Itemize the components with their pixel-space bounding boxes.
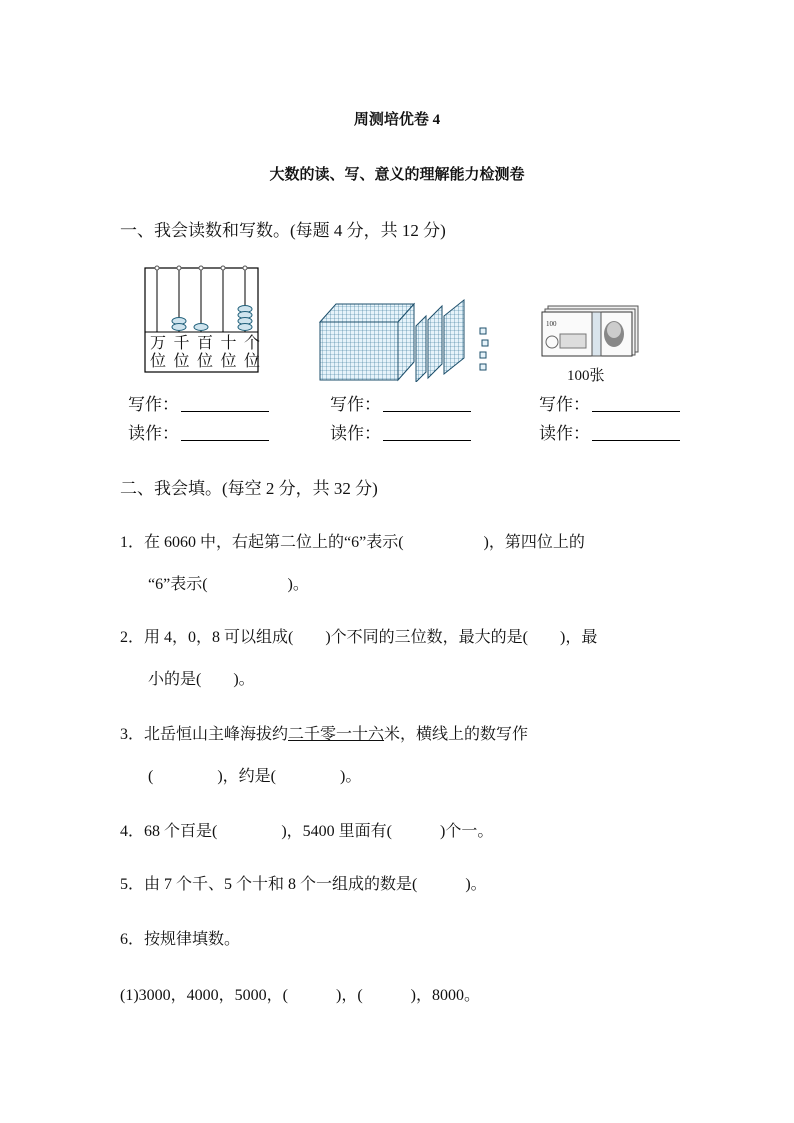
write-row-1: 写作： (128, 390, 269, 415)
write-row-3: 写作： (539, 390, 680, 415)
question-1-line-1: 1．在 6060 中，右起第二位上的“6”表示( )，第四位上的 (120, 534, 585, 551)
question-6-part-1: (1)3000，4000，5000，( )，( )，8000。 (120, 987, 480, 1004)
read-row-1: 读作： (128, 419, 269, 444)
counting-blocks-figure (318, 298, 498, 382)
question-1-line-2: “6”表示( )。 (148, 576, 309, 593)
question-6: 6．按规律填数。 (120, 931, 241, 948)
question-4: 4．68 个百是( )，5400 里面有( )个一。 (120, 823, 494, 840)
section-2-heading: 二、我会填。(每空 2 分，共 32 分) (120, 479, 378, 498)
abacus-bead (238, 324, 252, 331)
counting-blocks-icon (318, 298, 498, 382)
answer-blank[interactable] (592, 397, 680, 412)
place-label-ge: 个 位 (243, 335, 260, 370)
abacus-place-labels (150, 335, 260, 371)
place-label-shi: 十 位 (220, 335, 237, 370)
answer-blank[interactable] (592, 426, 680, 441)
read-row-3: 读作： (539, 419, 680, 444)
page-title: 周测培优卷 4 (353, 112, 441, 128)
question-2-line-1: 2．用 4，0，8 可以组成( )个不同的三位数，最大的是( )，最 (120, 629, 598, 646)
question-3-line-2: ( )，约是( )。 (148, 768, 362, 785)
write-row-2: 写作： (330, 390, 471, 415)
read-row-2: 读作： (330, 419, 471, 444)
page-subtitle: 大数的读、写、意义的理解能力检测卷 (269, 167, 525, 183)
banknote-bundle-icon (540, 304, 640, 358)
answer-blank[interactable] (181, 397, 269, 412)
section-1-heading: 一、我会读数和写数。(每题 4 分，共 12 分) (120, 221, 446, 240)
answer-blank[interactable] (383, 397, 471, 412)
place-label-bai: 百 位 (196, 335, 213, 370)
abacus-bead (194, 324, 208, 331)
banknote-caption: 100张 (567, 368, 605, 384)
svg-text:100: 100 (546, 320, 557, 328)
question-5: 5．由 7 个千、5 个十和 8 个一组成的数是( )。 (120, 876, 487, 893)
answer-blank[interactable] (383, 426, 471, 441)
answer-blank[interactable] (181, 426, 269, 441)
underlined-number: 二千零一十六 (288, 726, 385, 743)
question-2-line-2: 小的是( )。 (148, 671, 255, 688)
place-label-wan: 万 位 (150, 335, 167, 370)
abacus-bead (172, 324, 186, 331)
place-label-qian: 千 位 (173, 335, 190, 370)
abacus-figure (144, 262, 260, 374)
question-3-line-1: 3．北岳恒山主峰海拔约二千零一十六米，横线上的数写作 (120, 726, 529, 743)
